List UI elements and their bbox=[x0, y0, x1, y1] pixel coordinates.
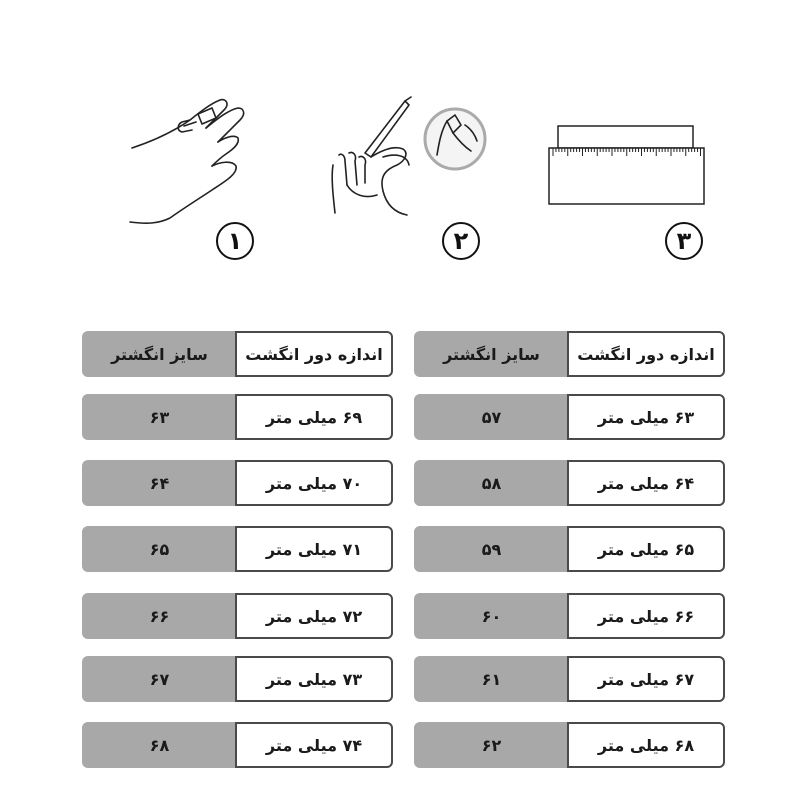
table-row bbox=[414, 656, 725, 702]
ring-size-cell: ۶۰ bbox=[414, 593, 569, 639]
table-row bbox=[82, 722, 393, 768]
step-2 bbox=[325, 95, 495, 265]
table-row bbox=[82, 593, 393, 639]
circumference-cell: ۶۹ میلی متر bbox=[235, 394, 393, 440]
size-table-right bbox=[414, 331, 725, 771]
step-number-1: ۱ bbox=[216, 222, 254, 260]
circumference-cell: ۶۳ میلی متر bbox=[567, 394, 725, 440]
circumference-cell: ۶۸ میلی متر bbox=[567, 722, 725, 768]
table-row bbox=[414, 593, 725, 639]
step-number-2: ۲ bbox=[442, 222, 480, 260]
table-row bbox=[82, 394, 393, 440]
table-row bbox=[82, 656, 393, 702]
circumference-cell: ۷۰ میلی متر bbox=[235, 460, 393, 506]
table-row bbox=[82, 460, 393, 506]
table-header bbox=[414, 331, 725, 377]
circumference-cell: ۶۶ میلی متر bbox=[567, 593, 725, 639]
marking-paper-with-pen-icon bbox=[325, 95, 495, 225]
step-number-3: ۳ bbox=[665, 222, 703, 260]
ring-size-cell: ۶۵ bbox=[82, 526, 237, 572]
ring-size-cell: ۶۷ bbox=[82, 656, 237, 702]
circumference-cell: ۶۴ میلی متر bbox=[567, 460, 725, 506]
ring-size-cell: ۵۷ bbox=[414, 394, 569, 440]
size-table-left bbox=[82, 331, 393, 771]
ring-size-cell: ۶۶ bbox=[82, 593, 237, 639]
circumference-column-header: اندازه دور انگشت bbox=[235, 331, 393, 377]
table-header bbox=[82, 331, 393, 377]
table-row bbox=[414, 460, 725, 506]
ruler-measure-icon bbox=[548, 125, 708, 207]
ring-size-cell: ۶۲ bbox=[414, 722, 569, 768]
circumference-cell: ۶۵ میلی متر bbox=[567, 526, 725, 572]
size-column-header: سایز انگشتر bbox=[82, 331, 237, 377]
circumference-cell: ۷۴ میلی متر bbox=[235, 722, 393, 768]
circumference-cell: ۷۲ میلی متر bbox=[235, 593, 393, 639]
circumference-column-header: اندازه دور انگشت bbox=[567, 331, 725, 377]
table-row bbox=[414, 526, 725, 572]
circumference-cell: ۷۳ میلی متر bbox=[235, 656, 393, 702]
table-row bbox=[414, 722, 725, 768]
hand-with-paper-strip-icon bbox=[120, 90, 260, 230]
circumference-cell: ۶۷ میلی متر bbox=[567, 656, 725, 702]
ring-size-cell: ۵۹ bbox=[414, 526, 569, 572]
step-3 bbox=[548, 125, 708, 265]
table-row bbox=[82, 526, 393, 572]
circumference-cell: ۷۱ میلی متر bbox=[235, 526, 393, 572]
step-1 bbox=[120, 90, 280, 265]
ring-size-cell: ۶۸ bbox=[82, 722, 237, 768]
size-column-header: سایز انگشتر bbox=[414, 331, 569, 377]
ring-size-cell: ۵۸ bbox=[414, 460, 569, 506]
ring-size-cell: ۶۴ bbox=[82, 460, 237, 506]
table-row bbox=[414, 394, 725, 440]
ring-size-cell: ۶۱ bbox=[414, 656, 569, 702]
ring-size-cell: ۶۳ bbox=[82, 394, 237, 440]
